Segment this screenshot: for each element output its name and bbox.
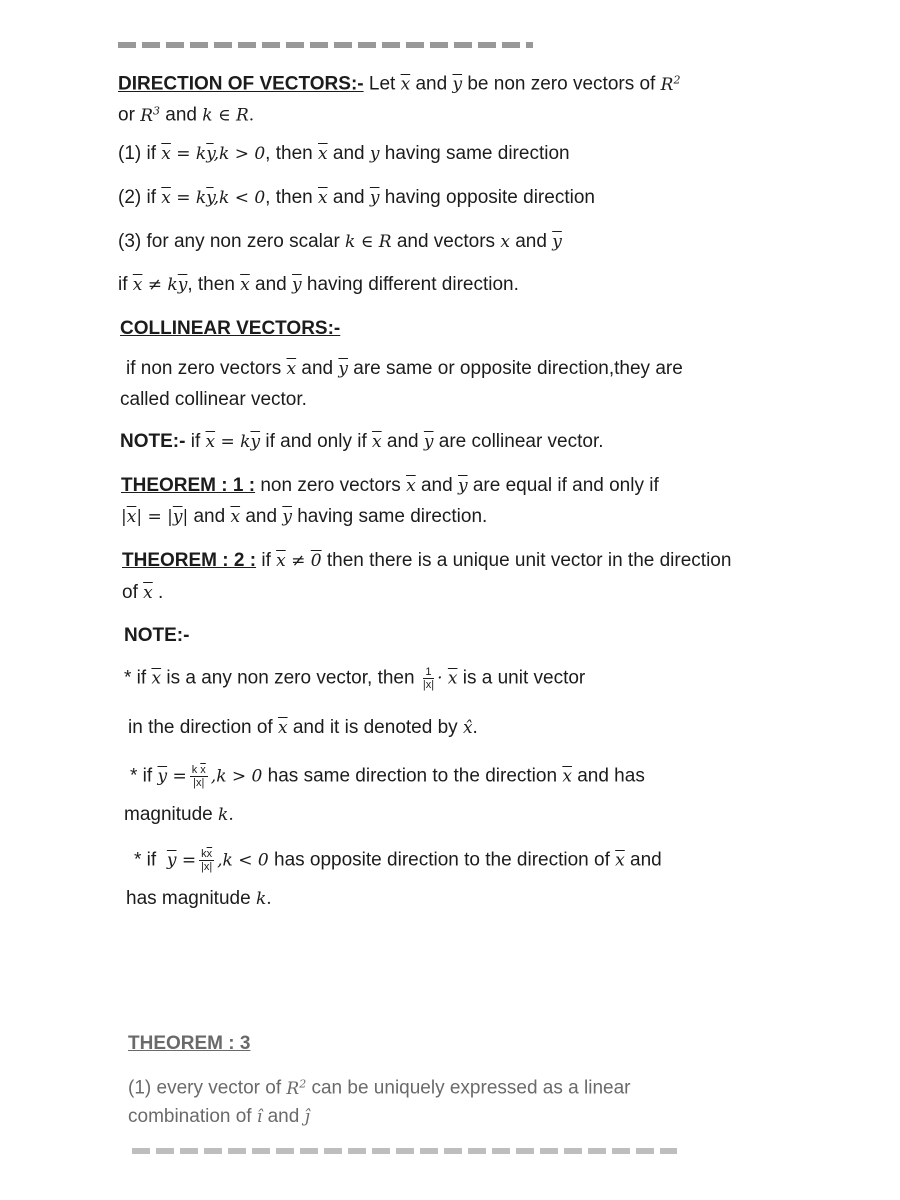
theorem-3-item-1: (1) every vector of $R^2$ can be uniquely expressed as a linear	[128, 1077, 631, 1099]
collinear-note: NOTE:- if $\overline{x} = k\overline{y}$ if and only if $\overline{x}$ and $\overline{y}$ are collinear vector.	[120, 431, 604, 452]
note-bullet-2: * if $\overline{y}$ = $\frac{k \overline{x}}{|\overline{x}|}$ ,k > 0 has same direction to the direction $\overline{x}$ and has	[130, 764, 645, 789]
theorem-1-label: THEOREM : 1 :	[121, 475, 256, 496]
theorem-3-label: THEOREM : 3	[128, 1033, 251, 1054]
note-bullet-2-line-2: magnitude k.	[124, 804, 234, 825]
theorem-3-item-1-line-2: combination of î and ĵ	[128, 1106, 310, 1127]
collinear-text-2: called collinear vector.	[120, 389, 307, 410]
note-bullet-1: * if $\overline{x}$ is a any non zero vector, then $\frac{1}{|\overline{x}|}$ · $\overline{x}$ is a unit vector	[124, 666, 586, 691]
collinear-heading: COLLINEAR VECTORS:-	[120, 318, 341, 339]
note-bullet-3-line-2: has magnitude k.	[126, 888, 272, 909]
direction-item-3: (3) for any non zero scalar k ∈ R and vectors x and $\overline{y}$	[118, 231, 562, 252]
note-bullet-3: * if $\overline{y}$ = $\frac{k\overline{x}}{|\overline{x}|}$ ,k < 0 has opposite direction to the direction of $\overline{x}$ and	[134, 848, 662, 873]
direction-item-3-cont: if $\overline{x} \ne k\overline{y}$, then $\overline{x}$ and $\overline{y}$ having different direction.	[118, 274, 519, 295]
note-heading: NOTE:-	[124, 625, 190, 646]
fraction-kx-over-norm-x: $\frac{k \overline{x}}{|\overline{x}|}$	[191, 764, 206, 789]
fraction-1-over-norm-x: $\frac{1}{|\overline{x}|}$	[422, 666, 435, 691]
fraction-kx-over-norm-x-2: $\frac{k\overline{x}}{|\overline{x}|}$	[201, 848, 213, 873]
theorem-2: THEOREM : 2 : if $\overline{x} \ne 0$ then there is a unique unit vector in the direction	[122, 550, 732, 571]
direction-heading: DIRECTION OF VECTORS:-	[118, 73, 364, 95]
cropped-header-line	[118, 42, 533, 48]
collinear-text-1: if non zero vectors $\overline{x}$ and $\overline{y}$ are same or opposite direction,they are	[126, 358, 683, 379]
note-bullet-1-line-2: in the direction of $\overline{x}$ and it is denoted by x̂.	[128, 717, 478, 738]
theorem-1: THEOREM : 1 : non zero vectors $\overline{x}$ and $\overline{y}$ are equal if and only if	[121, 475, 659, 496]
direction-item-1: (1) if $\overline{x} = k\overline{y},k > 0$, then $\overline{x}$ and y having same direction	[118, 143, 570, 164]
cropped-footer-line	[132, 1148, 677, 1154]
direction-intro-line-2: or $R^3$ and k ∈ R.	[118, 104, 255, 126]
direction-intro-line: DIRECTION OF VECTORS:- Let $\overline{x}$ and $\overline{y}$ be non zero vectors of $R^2$	[118, 73, 681, 95]
theorem-2-line-2: of $\overline{x}$ .	[122, 582, 164, 603]
theorem-1-line-2: $|\overline{x}| = |\overline{y}|$ and $\overline{x}$ and $\overline{y}$ having same direction.	[121, 506, 488, 527]
direction-item-2: (2) if $\overline{x} = k\overline{y},k < 0$, then $\overline{x}$ and $\overline{y}$ having opposite direction	[118, 187, 595, 208]
theorem-2-label: THEOREM : 2 :	[122, 550, 257, 571]
